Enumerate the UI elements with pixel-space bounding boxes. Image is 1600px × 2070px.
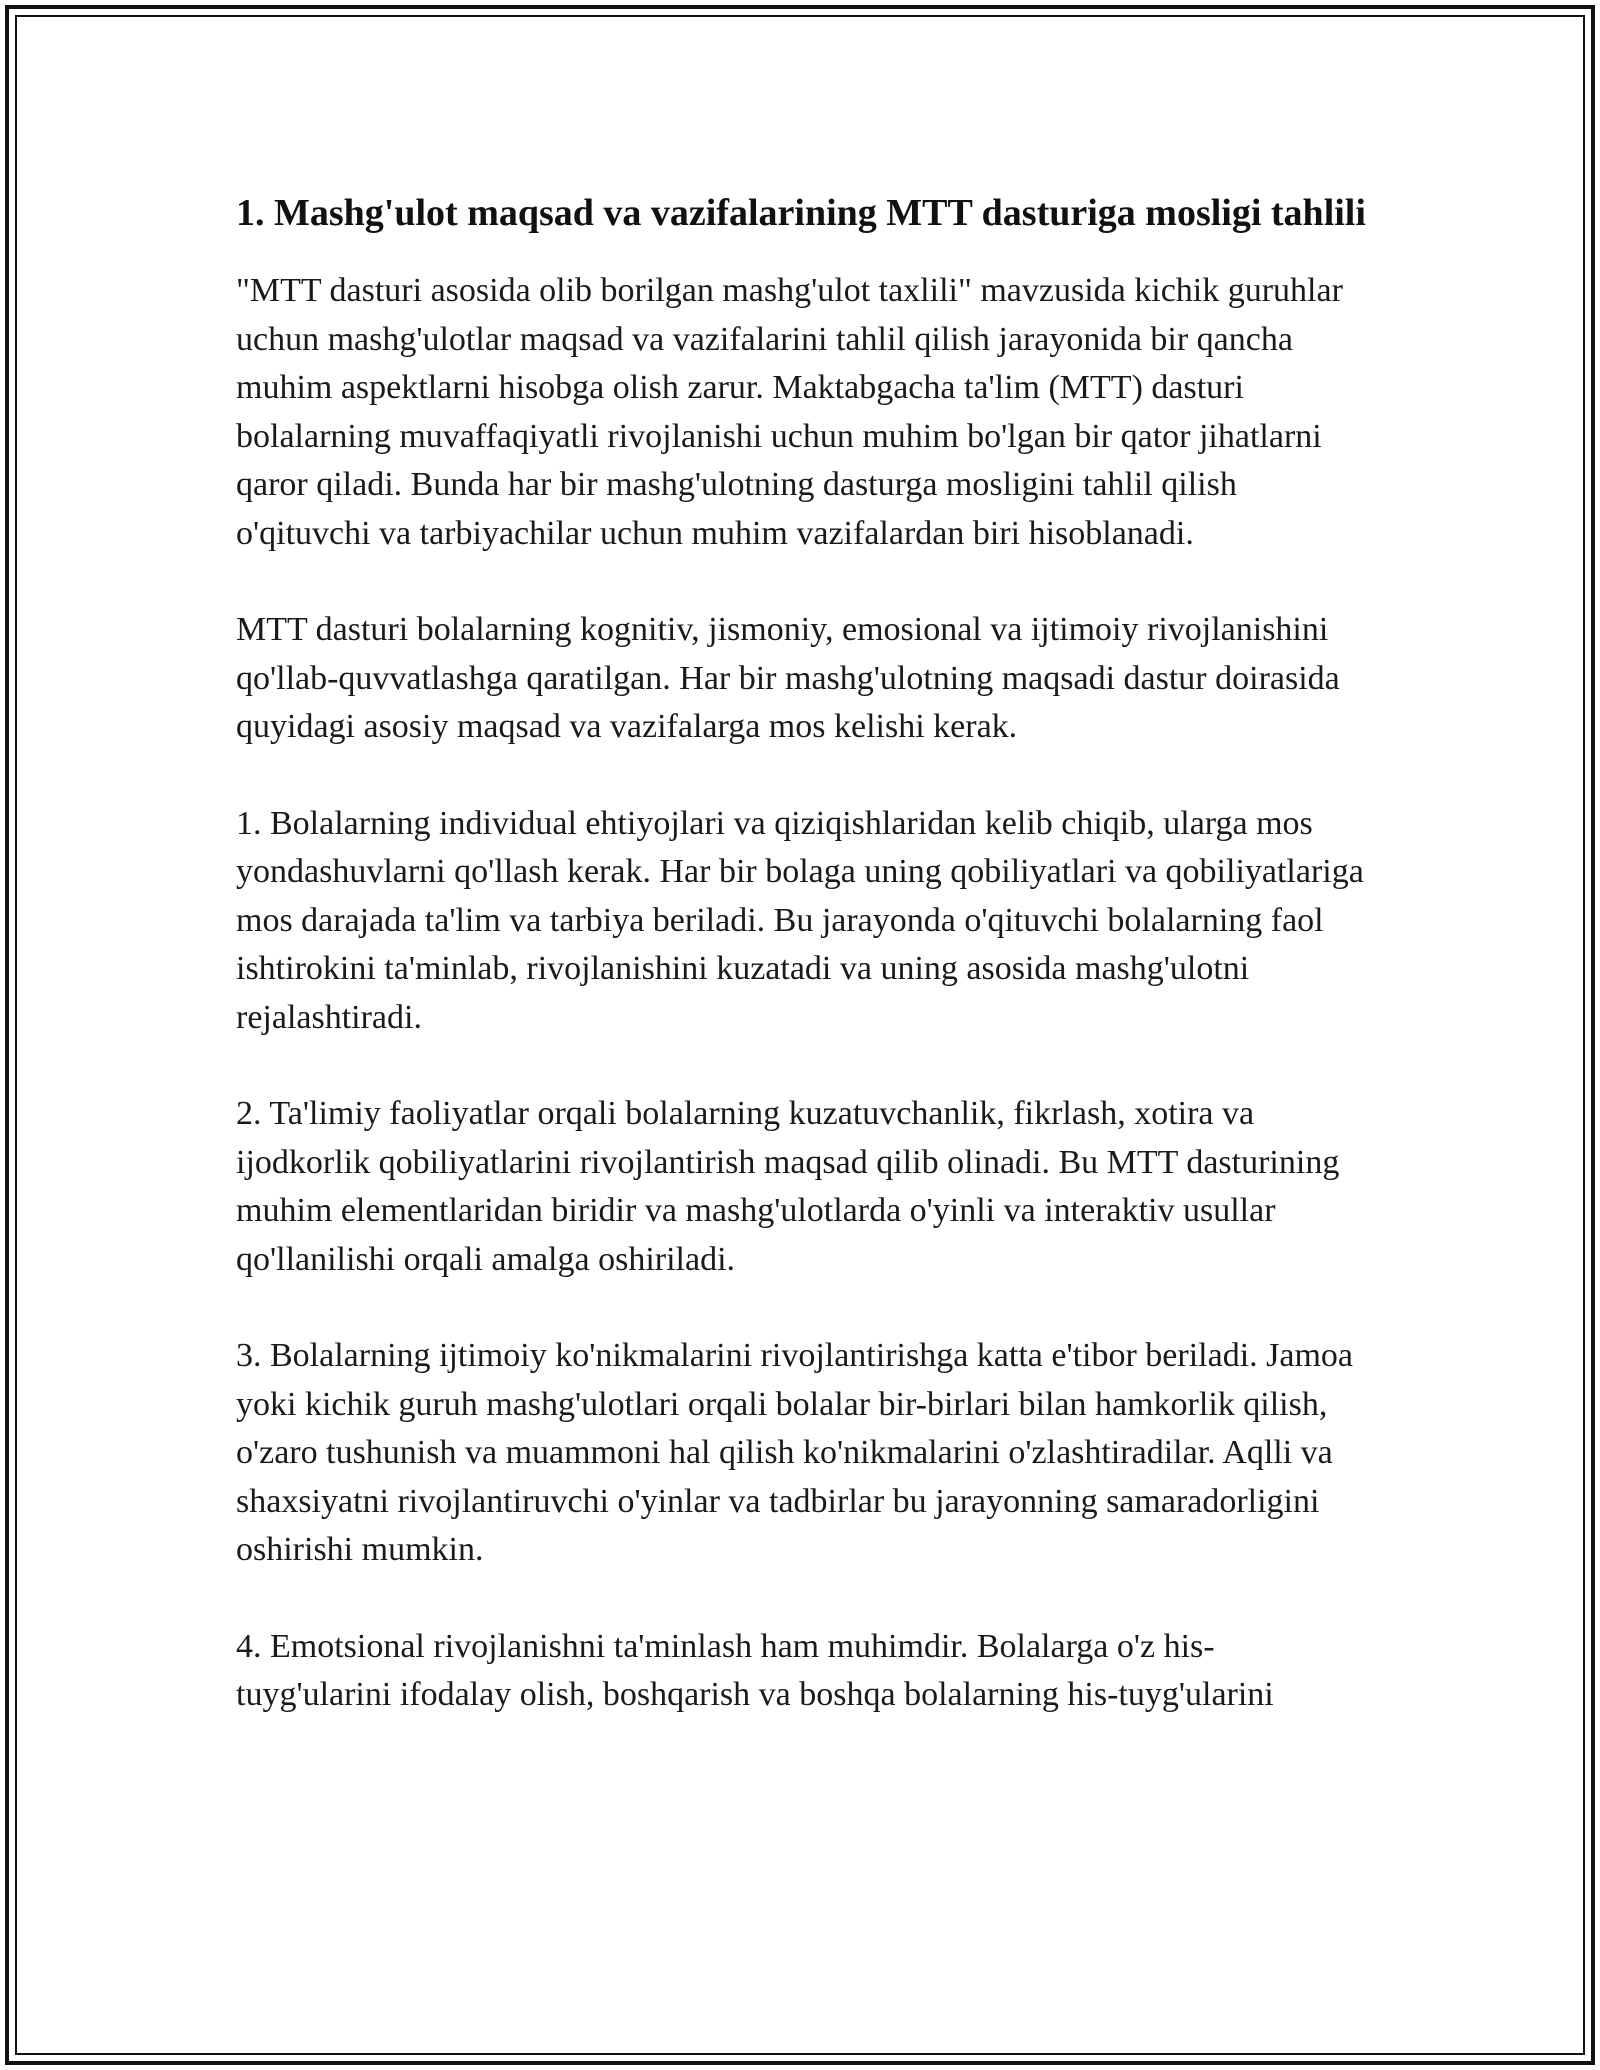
- paragraph-intro: "MTT dasturi asosida olib borilgan mashg'ulot taxlili" mavzusida kichik guruhlar uchun mashg'ulotlar maqsad va vazifalarini tahlil qilish jarayonida bir qancha muhim aspektlarni hisobga olish zarur. Maktabgacha ta'lim (MTT) dasturi bolalarning muvaffaqiyatli rivojlanishi uchun muhim bo'lgan bir qator jihatlarni qaror qiladi. Bunda har bir mashg'ulotning dasturga mosligini tahlil qilish o'qituvchi va tarbiyachilar uchun muhim vazifalardan biri hisoblanadi.: [236, 272, 1343, 552]
- paragraph-program-goals: MTT dasturi bolalarning kognitiv, jismoniy, emosional va ijtimoiy rivojlanishini qo'llab-quvvatlashga qaratilgan. Har bir mashg'ulotning maqsadi dastur doirasida quyidagi asosiy maqsad va vazifalarga mos kelishi kerak.: [236, 611, 1340, 745]
- document-body: [236, 186, 1366, 1768]
- paragraph-item-2: 2. Ta'limiy faoliyatlar orqali bolalarning kuzatuvchanlik, fikrlash, xotira va ijodkorlik qobiliyatlarini rivojlantirish maqsad qilib olinadi. Bu MTT dasturining muhim elementlaridan biridir va mashg'ulotlarda o'yinli va interaktiv usullar qo'llanilishi orqali amalga oshiriladi.: [236, 1095, 1340, 1278]
- section-heading: 1. Mashg'ulot maqsad va vazifalarining MTT dasturiga mosligi tahlili: [236, 192, 1366, 234]
- paragraph-item-4: 4. Emotsional rivojlanishni ta'minlash ham muhimdir. Bolalarga o'z his-tuyg'ularini ifodalay olish, boshqarish va boshqa bolalarning his-tuyg'ularini: [236, 1627, 1274, 1713]
- paragraph-item-3: 3. Bolalarning ijtimoiy ko'nikmalarini rivojlantirishga katta e'tibor beriladi. Jamoa yoki kichik guruh mashg'ulotlari orqali bolalar bir-birlari bilan hamkorlik qilish, o'zaro tushunish va muammoni hal qilish ko'nikmalarini o'zlashtiradilar. Aqlli va shaxsiyatni rivojlantiruvchi o'yinlar va tadbirlar bu jarayonning samaradorligini oshirishi mumkin.: [236, 1337, 1354, 1568]
- paragraph-item-1: 1. Bolalarning individual ehtiyojlari va qiziqishlaridan kelib chiqib, ularga mos yondashuvlarni qo'llash kerak. Har bir bolaga uning qobiliyatlari va qobiliyatlariga mos darajada ta'lim va tarbiya beriladi. Bu jarayonda o'qituvchi bolalarning faol ishtirokini ta'minlab, rivojlanishini kuzatadi va uning asosida mashg'ulotni rejalashtiradi.: [236, 804, 1364, 1036]
